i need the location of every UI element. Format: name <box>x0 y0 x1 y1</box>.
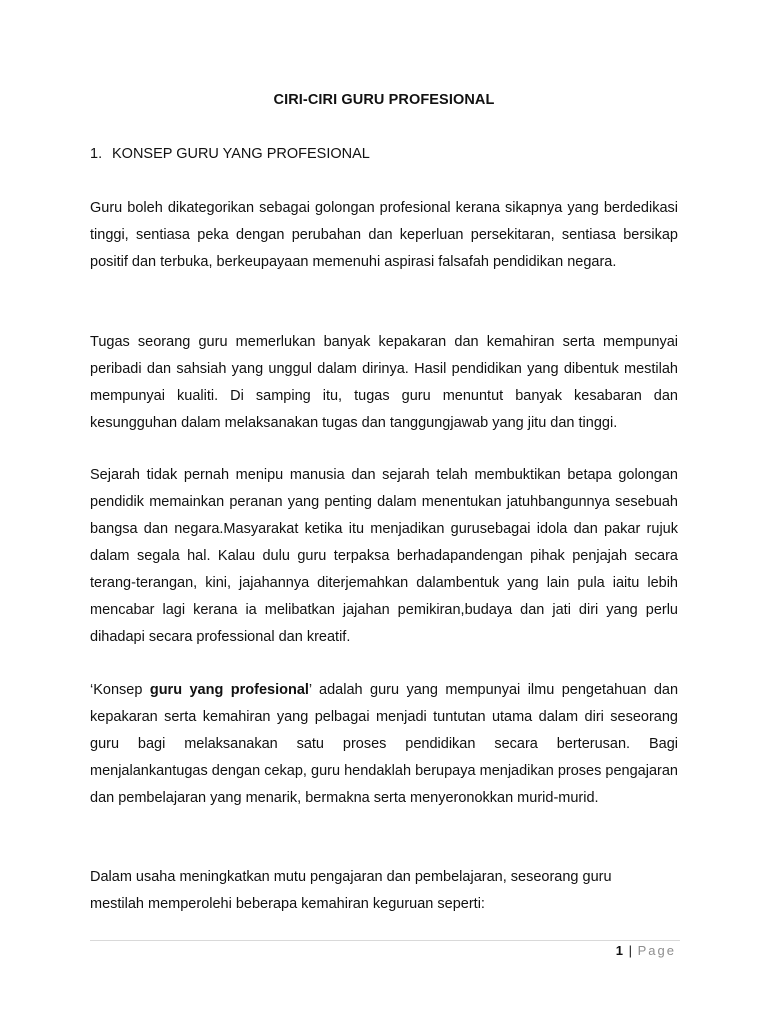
concept-paragraph <box>90 677 678 812</box>
page-label: Page <box>637 943 676 958</box>
page-footer <box>616 943 676 958</box>
section-heading-text: KONSEP GURU YANG PROFESIONAL <box>112 146 370 162</box>
document-title: CIRI-CIRI GURU PROFESIONAL <box>273 92 495 108</box>
paragraph-3: Sejarah tidak pernah menipu manusia dan sejarah telah membuktikan betapa golongan pendidik memainkan peranan yang penting dalam menentukan jatuhbangunnya sesebuah bangsa dan negara.Masyarakat ketika itu menjadikan gurusebagai idola dan pakar rujuk dalam segala hal. Kalau dulu guru terpaksa berhadapandengan pihak penjajah secara terang-terangan, kini, jajahannya diterjemahkan dalambentuk yang lain pula iaitu lebih mencabar lagi kerana ia melibatkan jajahan pemikiran,budaya dan jati diri yang perlu dihadapi secara professional dan kreatif. <box>90 467 678 645</box>
section-number: 1. <box>90 146 103 162</box>
concept-bold-term: guru yang profesional <box>149 682 309 698</box>
footer-separator: | <box>628 943 632 958</box>
paragraph-1: Guru boleh dikategorikan sebagai golongan profesional kerana sikapnya yang berdedikasi tinggi, sentiasa peka dengan perubahan dan keperluan persekitaran, sentiasa bersikap positif dan terbuka, berkeupayaan memenuhi aspirasi falsafah pendidikan negara. <box>90 200 678 270</box>
closing-paragraph: Dalam usaha meningkatkan mutu pengajaran dan pembelajaran, seseorang guru mestilah memperolehi beberapa kemahiran keguruan seperti: <box>90 869 612 912</box>
page-number: 1 <box>615 943 623 958</box>
section-heading <box>90 146 370 162</box>
paragraph-2: Tugas seorang guru memerlukan banyak kepakaran dan kemahiran serta mempunyai peribadi dan sahsiah yang unggul dalam dirinya. Hasil pendidikan yang dibentuk mestilah mempunyai kualiti. Di samping itu, tugas guru menuntut banyak kesabaran dan kesungguhan dalam melaksanakan tugas dan tanggungjawab yang jitu dan tinggi. <box>90 334 678 431</box>
concept-prefix: ‘Konsep <box>90 682 150 698</box>
concept-suffix: ’ adalah guru yang mempunyai ilmu pengetahuan dan kepakaran serta kemahiran yang pelbagai menjadi tuntutan utama dalam diri seseorang guru bagi melaksanakan satu proses pendidikan secara berterusan. Bagi menjalankantugas dengan cekap, guru hendaklah berupaya menjadikan proses pengajaran dan pembelajaran yang menarik, bermakna serta menyeronokkan murid-murid. <box>90 682 679 806</box>
footer-divider <box>90 940 680 941</box>
